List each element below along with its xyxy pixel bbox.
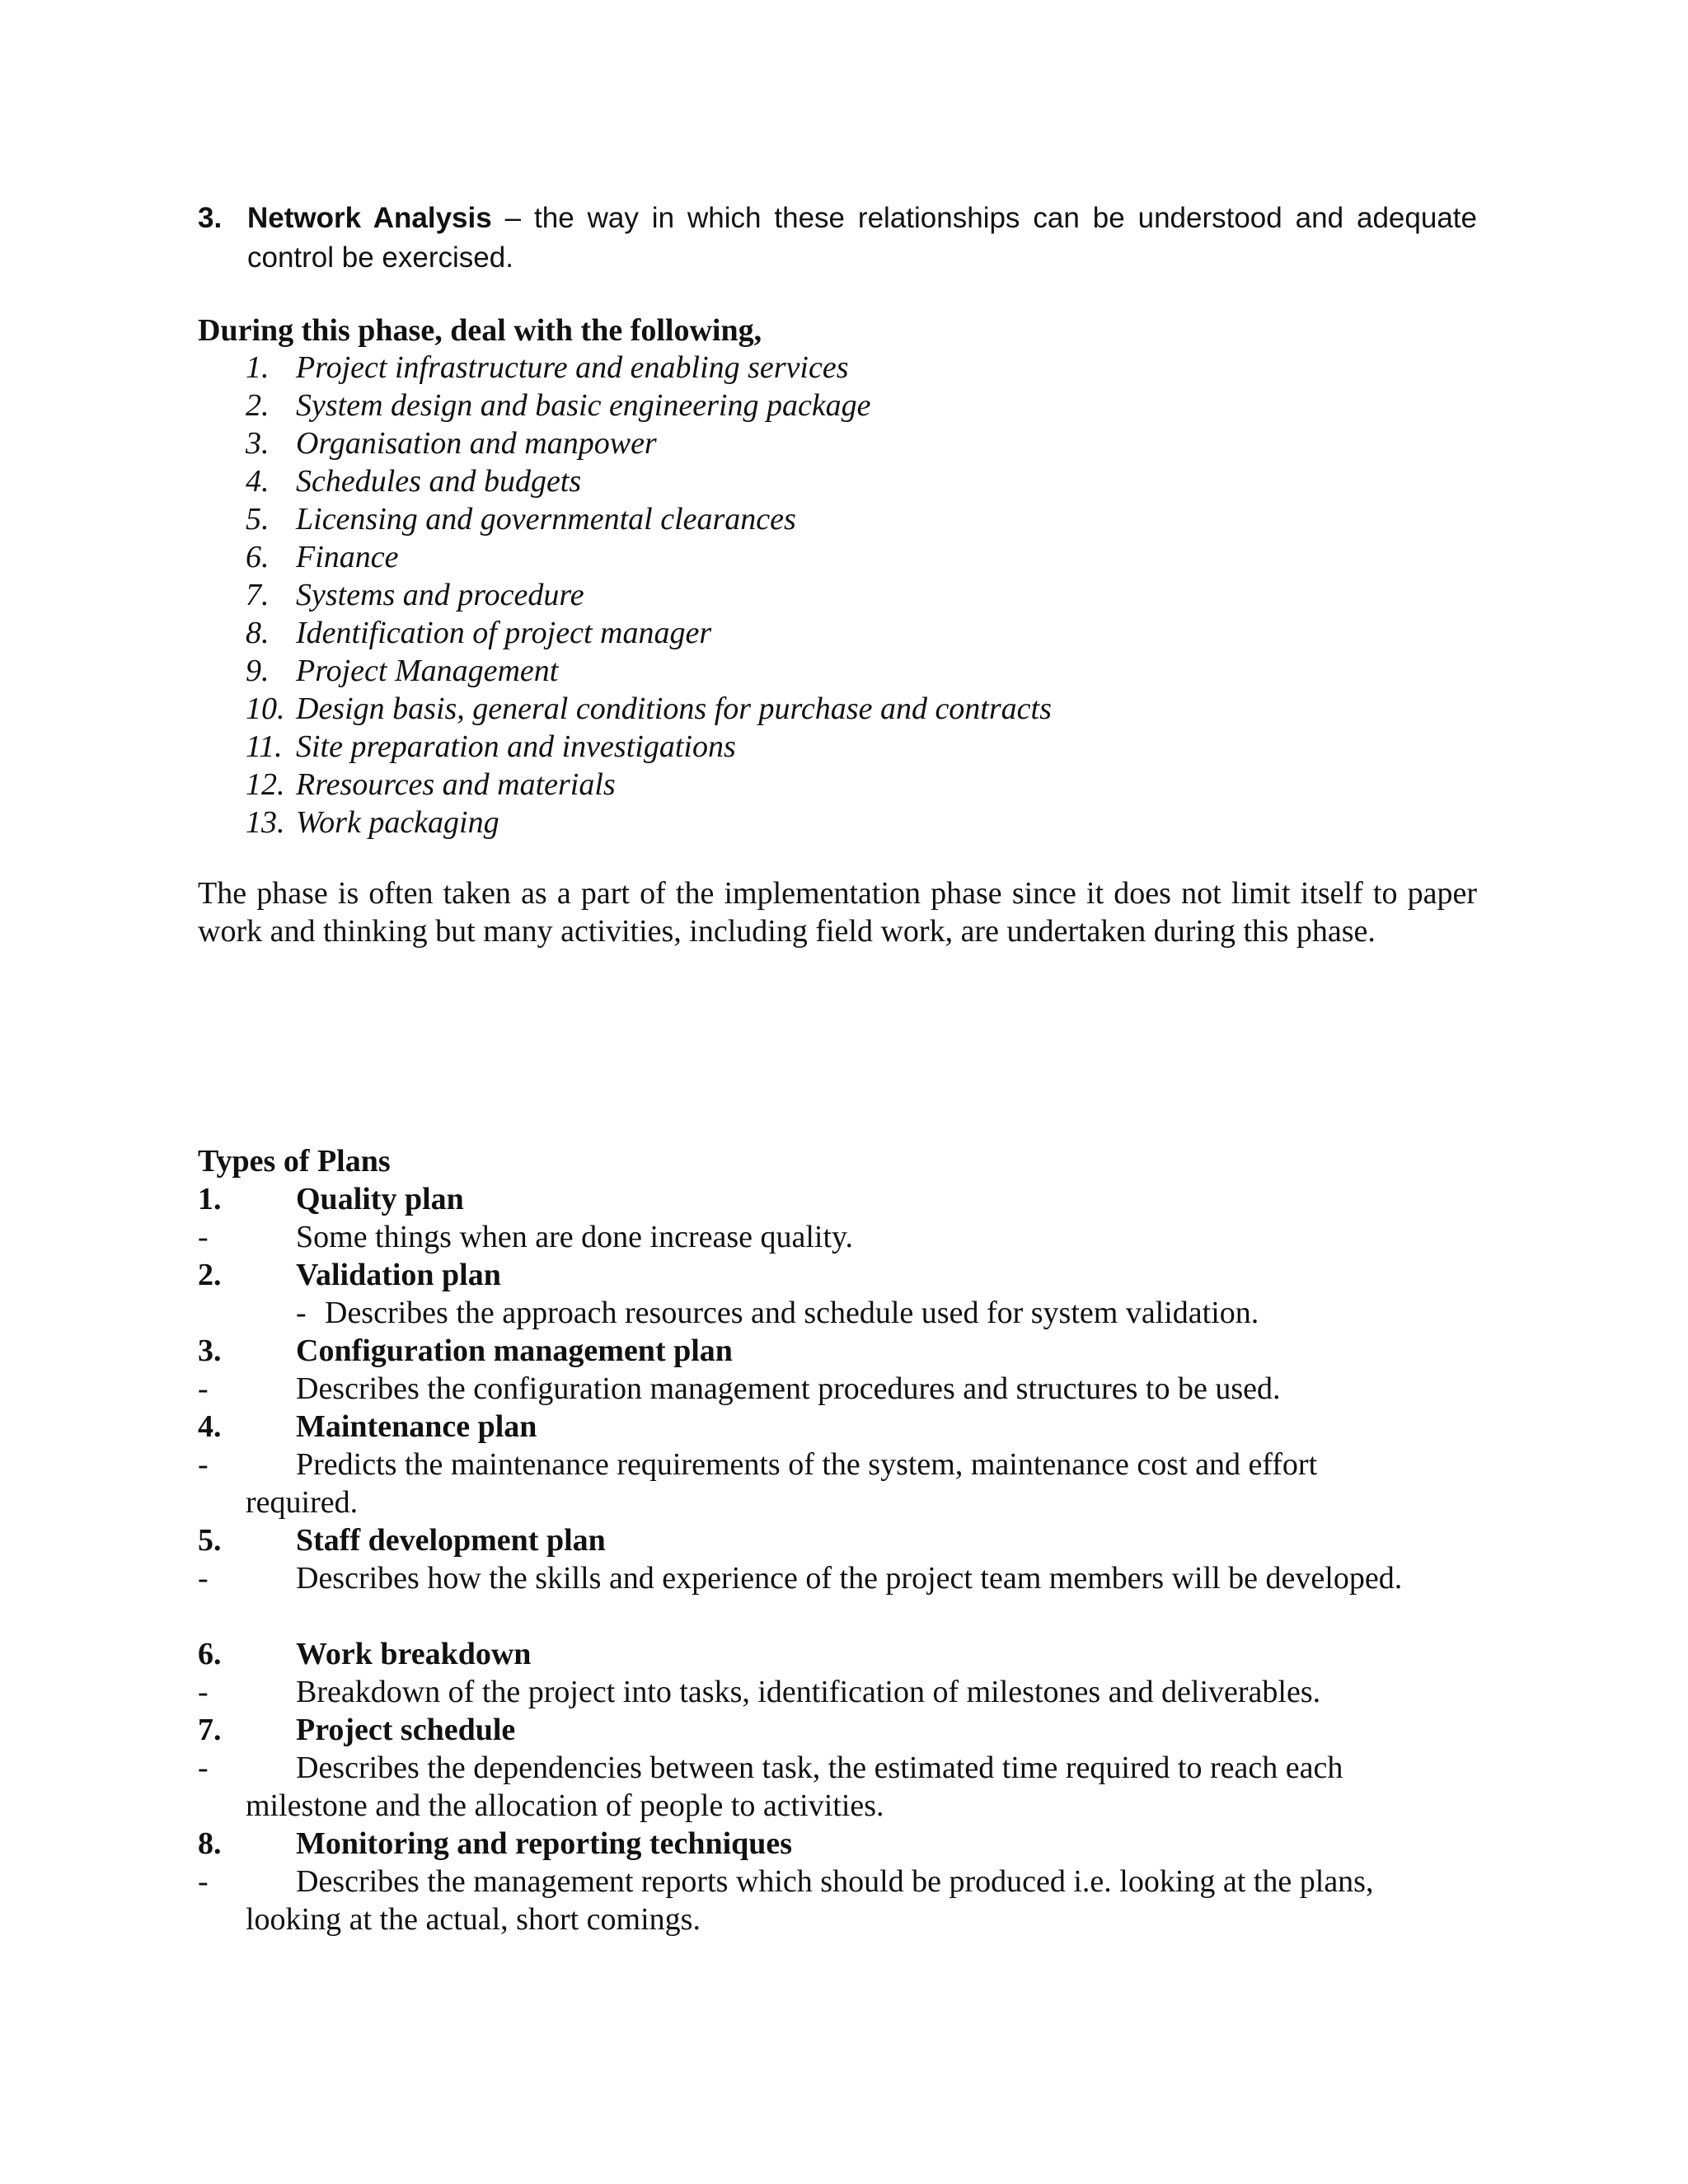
- phase-items-list: [0, 349, 1688, 841]
- plan-title: Configuration management plan: [296, 1333, 733, 1368]
- list-item: [0, 728, 1688, 766]
- plan-desc: Some things when are done increase quality.: [296, 1220, 854, 1254]
- plan-desc-row: [0, 1446, 1688, 1483]
- plan-desc-row: [0, 1863, 1688, 1900]
- phase-paragraph: The phase is often taken as a part of the implementation phase since it does not limit itself to paper work and thinking but many activities, including field work, are undertaken during this phase.: [198, 876, 1477, 949]
- list-item-text: Organisation and manpower: [296, 426, 657, 461]
- types-of-plans-heading: Types of Plans: [198, 1144, 391, 1179]
- plans-list: [0, 1180, 1688, 1938]
- plan-title: Quality plan: [296, 1182, 464, 1216]
- plan-title: Project schedule: [296, 1713, 516, 1747]
- list-item-number: 7.: [246, 578, 270, 612]
- plan-dash: -: [198, 1750, 209, 1785]
- list-item-number: 3.: [246, 426, 270, 461]
- network-analysis-body: [247, 199, 1477, 278]
- list-item-text: Systems and procedure: [296, 578, 584, 612]
- plan-desc: Breakdown of the project into tasks, identification of milestones and deliverables.: [296, 1675, 1321, 1709]
- plan-dash: -: [198, 1675, 209, 1709]
- phase-heading: During this phase, deal with the following,: [198, 313, 762, 348]
- list-item: [0, 500, 1688, 538]
- list-item-number: 4.: [246, 464, 270, 499]
- plan-desc: Describes the management reports which should be produced i.e. looking at the plans,: [296, 1864, 1374, 1899]
- network-analysis-text: – the way in which these relationships can be understood and adequate control be exercised.: [247, 202, 1477, 274]
- plan-desc-row: [0, 1559, 1688, 1597]
- plan-title-row: [0, 1635, 1688, 1673]
- plan-title-row: [0, 1408, 1688, 1446]
- list-item: [0, 462, 1688, 500]
- plan-desc: Describes how the skills and experience of the project team members will be developed.: [296, 1561, 1403, 1596]
- list-item-text: Project infrastructure and enabling services: [296, 350, 849, 385]
- list-item: [0, 690, 1688, 728]
- list-item: [0, 652, 1688, 690]
- list-item-text: Design basis, general conditions for purchase and contracts: [296, 691, 1052, 726]
- plan-desc-row: [0, 1294, 1688, 1332]
- plan-number: 2.: [198, 1258, 222, 1292]
- plan-title-row: [0, 1332, 1688, 1370]
- plan-desc: Describes the configuration management procedures and structures to be used.: [296, 1371, 1281, 1406]
- plan-dash: -: [198, 1371, 209, 1406]
- list-item-number: 13.: [246, 805, 285, 840]
- list-item-number: 11.: [246, 729, 283, 764]
- list-item-number: 12.: [246, 767, 285, 802]
- plan-desc-continuation: [0, 1787, 1688, 1825]
- list-item: [0, 614, 1688, 652]
- list-item-text: Project Management: [296, 654, 559, 688]
- list-item-text: Finance: [296, 540, 399, 574]
- plan-number: 6.: [198, 1637, 222, 1671]
- plan-dash: -: [296, 1296, 307, 1330]
- plan-desc-row: [0, 1218, 1688, 1256]
- list-item: [0, 424, 1688, 462]
- plan-number: 1.: [198, 1182, 222, 1216]
- network-analysis-item: [198, 199, 1477, 278]
- plan-number: 7.: [198, 1713, 222, 1747]
- list-item-number: 2.: [246, 388, 270, 423]
- plan-title: Maintenance plan: [296, 1409, 537, 1444]
- network-analysis-number: 3.: [198, 202, 223, 234]
- plan-desc: Predicts the maintenance requirements of the system, maintenance cost and effort: [296, 1447, 1318, 1482]
- list-item-text: Identification of project manager: [296, 616, 712, 650]
- plan-title: Staff development plan: [296, 1523, 606, 1558]
- plan-number: 5.: [198, 1523, 222, 1558]
- plan-title-row: [0, 1256, 1688, 1294]
- list-item-text: Site preparation and investigations: [296, 729, 736, 764]
- plan-desc-cont: looking at the actual, short comings.: [246, 1902, 701, 1937]
- plan-dash: -: [198, 1561, 209, 1596]
- plan-desc-continuation: [0, 1900, 1688, 1938]
- plan-title-row: [0, 1180, 1688, 1218]
- plan-desc-cont: milestone and the allocation of people to activities.: [246, 1788, 884, 1823]
- list-item: [0, 804, 1688, 841]
- list-item-text: System design and basic engineering package: [296, 388, 871, 423]
- plan-desc-row: [0, 1749, 1688, 1787]
- plan-desc-row: [0, 1673, 1688, 1711]
- list-item-number: 1.: [246, 350, 270, 385]
- list-item: [0, 387, 1688, 424]
- list-item: [0, 349, 1688, 387]
- list-item-text: Schedules and budgets: [296, 464, 582, 499]
- list-item-number: 9.: [246, 654, 270, 688]
- plan-desc-continuation: [0, 1483, 1688, 1521]
- plan-dash: -: [198, 1864, 209, 1899]
- plan-number: 3.: [198, 1333, 222, 1368]
- plan-desc-cont: required.: [246, 1485, 359, 1520]
- plan-dash: -: [198, 1447, 209, 1482]
- list-item-text: Rresources and materials: [296, 767, 616, 802]
- list-item-number: 8.: [246, 616, 270, 650]
- list-item-number: 6.: [246, 540, 270, 574]
- list-item-number: 10.: [246, 691, 285, 726]
- plan-title: Validation plan: [296, 1258, 501, 1292]
- list-item: [0, 538, 1688, 576]
- plan-number: 4.: [198, 1409, 222, 1444]
- list-item-number: 5.: [246, 502, 270, 537]
- plan-number: 8.: [198, 1826, 222, 1861]
- plan-title: Work breakdown: [296, 1637, 532, 1671]
- plan-desc: Describes the approach resources and schedule used for system validation.: [325, 1296, 1259, 1330]
- plan-title-row: [0, 1825, 1688, 1863]
- plan-desc-row: [0, 1370, 1688, 1408]
- plan-dash: -: [198, 1220, 209, 1254]
- plan-title-row: [0, 1521, 1688, 1559]
- list-item: [0, 576, 1688, 614]
- network-analysis-title: Network Analysis: [247, 202, 492, 234]
- plan-title-row: [0, 1711, 1688, 1749]
- list-item-text: Licensing and governmental clearances: [296, 502, 796, 537]
- list-item-text: Work packaging: [296, 805, 499, 840]
- plan-title: Monitoring and reporting techniques: [296, 1826, 793, 1861]
- plan-desc: Describes the dependencies between task, the estimated time required to reach each: [296, 1750, 1343, 1785]
- list-item: [0, 766, 1688, 804]
